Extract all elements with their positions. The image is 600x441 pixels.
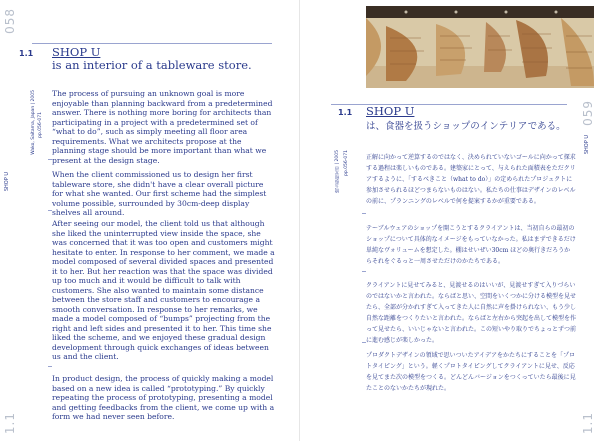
shop-interior-photo — [366, 6, 594, 88]
section-number: 1.1 — [19, 49, 34, 58]
paragraph-1: 正解に向かって逆算するのではなく、決められていないゴールに向かって探求する過程は楽しいものである。建築家にとって、与えられた面積表をただクリアするように、「するべきこと（what to do）」の定められたプロジェクトに参加させられるほどつまらないものはない。私たちの仕事はデザインのレベルの前に、プランニングのレベルで何を提案するかが重要である。 — [366, 154, 576, 205]
title-rule — [32, 43, 272, 44]
page-number-top: 058 — [3, 8, 17, 34]
page-number-top: 059 — [581, 100, 595, 126]
paragraph-4: プロダクトデザインの領域で思いついたアイデアをかたちにすることを「プロトタイピング」という。軽くプロトタイピングしてクライアントに見せ、反応を見てまた次の模型をつくる。どんどんバージョンをつくっていたら最後に見たことのないかたちが現れた。 — [366, 352, 576, 392]
paragraph-3: クライアントに見せてみると、見渡せるのはいいが、見渡せすぎて入りづらいのではないかと言われた。ならばと思い、空間をいくつかに分ける模型を見せたら、全部が分かれすぎて入ってきた人に自然に声を掛けられない、もう少し自然な距離をつくりたいと言われた。ならばと左右から突起を出して模型を作って見せたら、いいじゃないと言われた。この短いやり取りでちょっとずつ前に進む感じが楽しかった。 — [366, 282, 577, 344]
chapter-number-bottom: 1.1 — [581, 412, 595, 435]
page-subtitle: is an interior of a tableware store. — [52, 58, 252, 72]
chapter-number-bottom: 1.1 — [3, 412, 17, 435]
project-pages: pp.056-071 — [38, 112, 43, 138]
paragraph-2: テーブルウェアのショップを開こうとするクライアントは、当初自らの最初のショップについて具体的なイメージをもっていなかった。私はまずできるだけ単純なヴォリュームを想定した。棚はせいぜい30cm ほどの奥行きだろうからそれをぐるっと一周させただけのかたちである。 — [366, 225, 576, 265]
side-running-head: SHOP U — [584, 135, 590, 155]
project-location: 埼玉県和光市 | 2005 — [335, 150, 340, 193]
paragraph-1: The process of pursuing an unknown goal is more enjoyable than planning backward from a predetermined answer. There is nothing more boring for architects than participating in a project with a predetermined set of “what to do”, such as simply meeting all floor area requirements. What we architects propose at the planning stage should be more important than what we present at the design stage. — [52, 89, 273, 165]
paragraph-divider — [362, 213, 366, 214]
paragraph-2: When the client commissioned us to design her first tableware store, she didn't have a clear overall picture for what she wanted. Our first scheme had the simplest volume possible, surrounded by 30cm-deep display shelves all around. — [52, 170, 267, 217]
paragraph-divider — [362, 271, 366, 272]
paragraph-divider — [48, 210, 52, 211]
section-number: 1.1 — [338, 108, 353, 117]
side-running-head: SHOP U — [4, 172, 10, 192]
page-subtitle: は、食器を扱うショップのインテリアである。 — [366, 121, 566, 132]
project-location: Wako, Saitama, Japan | 2005 — [31, 90, 36, 155]
paragraph-divider — [48, 159, 52, 160]
paragraph-divider — [48, 366, 52, 367]
page-title: SHOP U — [52, 45, 101, 59]
project-pages: pp.056-071 — [344, 150, 349, 176]
shop-interior-illustration — [366, 6, 594, 88]
paragraph-4: In product design, the process of quickly making a model based on a new idea is called “prototyping.” By quickly repeating the process of prototyping, presenting a model and getting feedbacks from the client, we come up with a form we had never seen before. — [52, 374, 275, 421]
page-title: SHOP U — [366, 104, 415, 118]
paragraph-3: After seeing our model, the client told us that although she liked the uninterrupted view inside the space, she was concerned that it was too open and customers might hesitate to enter. In response to her comment, we made a model composed of several divided spaces and presented it to her. But her reaction was that the space was divided up too much and it would be difficult to talk with customers. She also wanted to maintain some distance between the store staff and customers to encourage a smooth conversation. In response to her remarks, we made a model composed of “bumps” projecting from the right and left sides and presented it to her. This time she liked the scheme, and we enjoyed these gradual design development through quick exchanges of ideas between us and the client. — [52, 219, 275, 361]
paragraph-divider — [362, 342, 366, 343]
